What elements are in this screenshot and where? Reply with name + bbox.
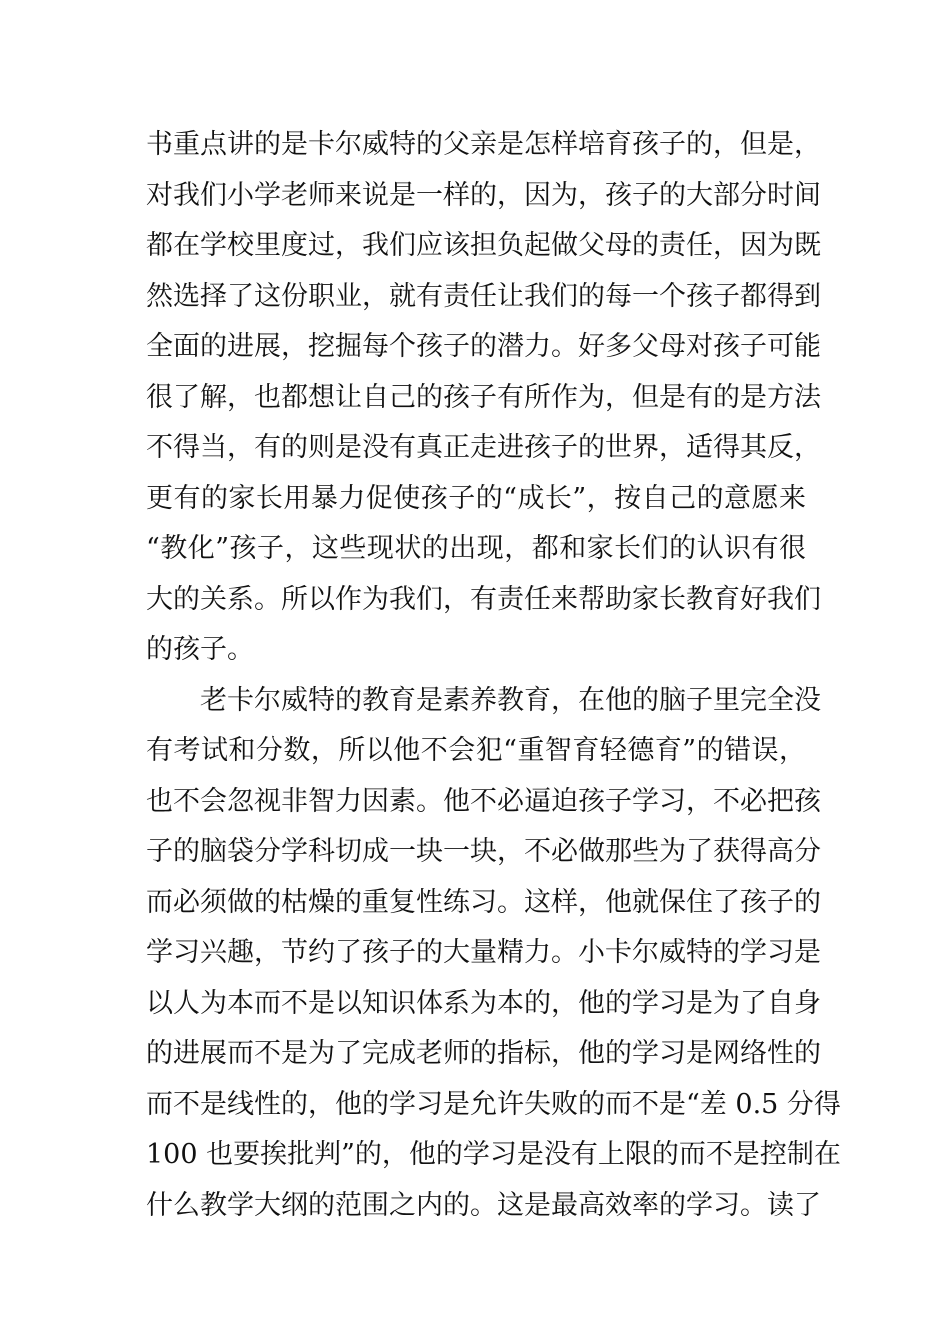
text-line: 的孩子。 [146, 634, 254, 665]
document-body [146, 120, 841, 1231]
text-line: 老卡尔威特的教育是素养教育，在他的脑子里完全没 [200, 684, 821, 716]
text-line: 而必须做的枯燥的重复性练习。这样，他就保住了孩子的 [146, 886, 821, 918]
text-line: 的进展而不是为了完成老师的指标，他的学习是网络性的 [146, 1038, 821, 1069]
text-line: 子的脑袋分学科切成一块一块，不必做那些为了获得高分 [146, 836, 821, 867]
text-line: 很了解，也都想让自己的孩子有所作为，但是有的是方法 [146, 381, 821, 413]
text-line: 不得当，有的则是没有真正走进孩子的世界，适得其反， [146, 432, 821, 463]
text-line: 更有的家长用暴力促使孩子的“成长”，按自己的意愿来 [146, 482, 806, 514]
text-line: 对我们小学老师来说是一样的，因为，孩子的大部分时间 [146, 179, 821, 211]
text-line: 然选择了这份职业，就有责任让我们的每一个孩子都得到 [146, 280, 821, 312]
text-line: 有考试和分数，所以他不会犯“重智育轻德育”的错误， [146, 735, 806, 766]
text-line: 也不会忽视非智力因素。他不必逼迫孩子学习，不必把孩 [146, 785, 821, 817]
text-line: “教化”孩子，这些现状的出现，都和家长们的认识有很 [146, 533, 806, 564]
text-line: 以人为本而不是以知识体系为本的，他的学习是为了自身 [146, 987, 821, 1019]
text-line: 什么教学大纲的范围之内的。这是最高效率的学习。读了 [146, 1189, 821, 1221]
text-line: 都在学校里度过，我们应该担负起做父母的责任，因为既 [146, 230, 821, 261]
text-line: 书重点讲的是卡尔威特的父亲是怎样培育孩子的，但是， [146, 129, 821, 160]
paragraph-2 [146, 676, 841, 1232]
paragraph-1 [146, 120, 821, 676]
text-line: 100 也要挨批判”的，他的学习是没有上限的而不是控制在 [146, 1139, 841, 1170]
text-line: 而不是线性的，他的学习是允许失败的而不是“差 0.5 分得 [146, 1088, 841, 1120]
text-line: 学习兴趣，节约了孩子的大量精力。小卡尔威特的学习是 [146, 937, 821, 968]
text-line: 大的关系。所以作为我们，有责任来帮助家长教育好我们 [146, 583, 821, 615]
text-line: 全面的进展，挖掘每个孩子的潜力。好多父母对孩子可能 [146, 331, 821, 362]
